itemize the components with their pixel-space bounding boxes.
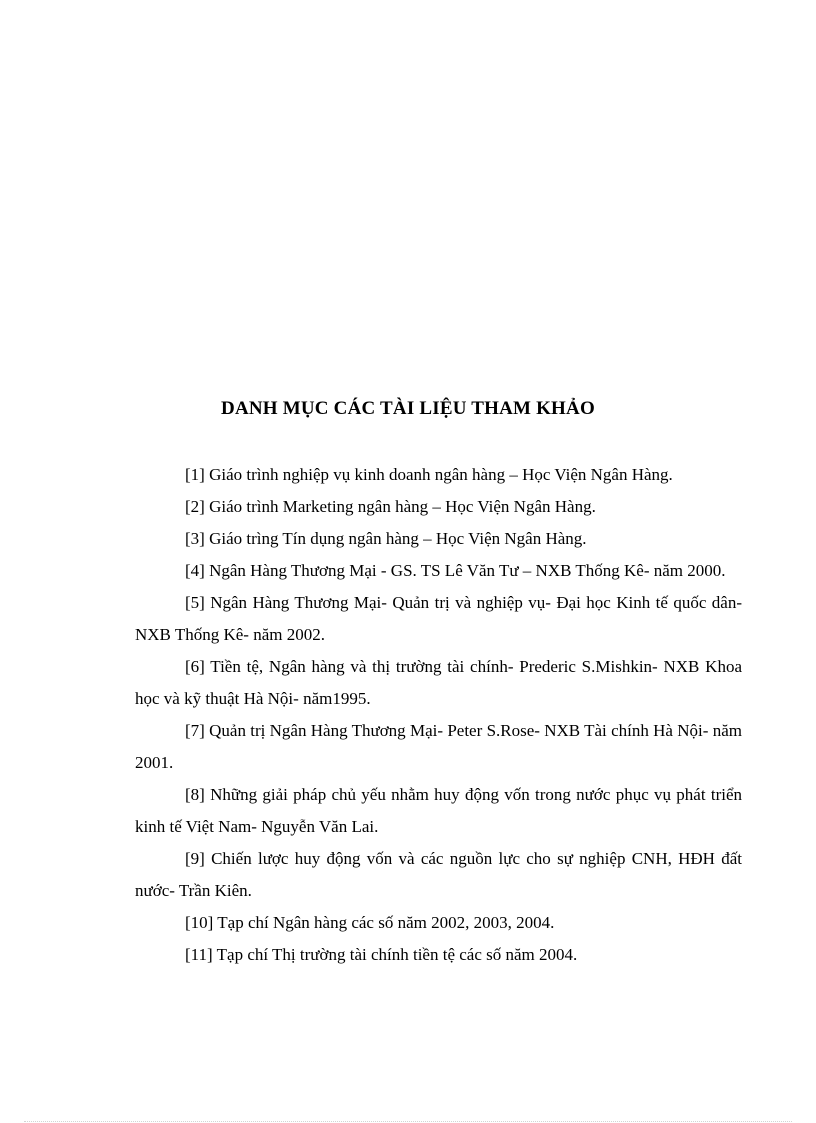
page-title: DANH MỤC CÁC TÀI LIỆU THAM KHẢO (221, 398, 595, 419)
reference-item-7: [7] Quản trị Ngân Hàng Thương Mại- Peter S.Rose- NXB Tài chính Hà Nội- năm 2001. (135, 721, 742, 772)
reference-item-10: [10] Tạp chí Ngân hàng các số năm 2002, 2003, 2004. (185, 913, 555, 932)
reference-item-9: [9] Chiến lược huy động vốn và các nguồn lực cho sự nghiệp CNH, HĐH đất nước- Trần Kiên. (135, 849, 742, 900)
reference-item-4: [4] Ngân Hàng Thương Mại - GS. TS Lê Văn Tư – NXB Thống Kê- năm 2000. (185, 561, 726, 580)
reference-item-2: [2] Giáo trình Marketing ngân hàng – Học Viện Ngân Hàng. (185, 497, 596, 516)
reference-item-6: [6] Tiền tệ, Ngân hàng và thị trường tài chính- Prederic S.Mishkin- NXB Khoa học và kỹ thuật Hà Nội- năm1995. (135, 657, 742, 708)
reference-item-3: [3] Giáo trìng Tín dụng ngân hàng – Học Viện Ngân Hàng. (185, 529, 587, 548)
reference-item-1: [1] Giáo trình nghiệp vụ kinh doanh ngân hàng – Học Viện Ngân Hàng. (185, 465, 673, 484)
reference-item-5: [5] Ngân Hàng Thương Mại- Quản trị và nghiệp vụ- Đại học Kinh tế quốc dân- NXB Thống Kê- năm 2002. (135, 593, 742, 644)
reference-item-11: [11] Tạp chí Thị trường tài chính tiền tệ các số năm 2004. (185, 945, 578, 964)
reference-list (135, 459, 742, 971)
reference-item-8: [8] Những giải pháp chủ yếu nhằm huy động vốn trong nước phục vụ phát triển kinh tế Việt Nam- Nguyễn Văn Lai. (135, 785, 742, 836)
page-bottom-divider (24, 1121, 792, 1122)
